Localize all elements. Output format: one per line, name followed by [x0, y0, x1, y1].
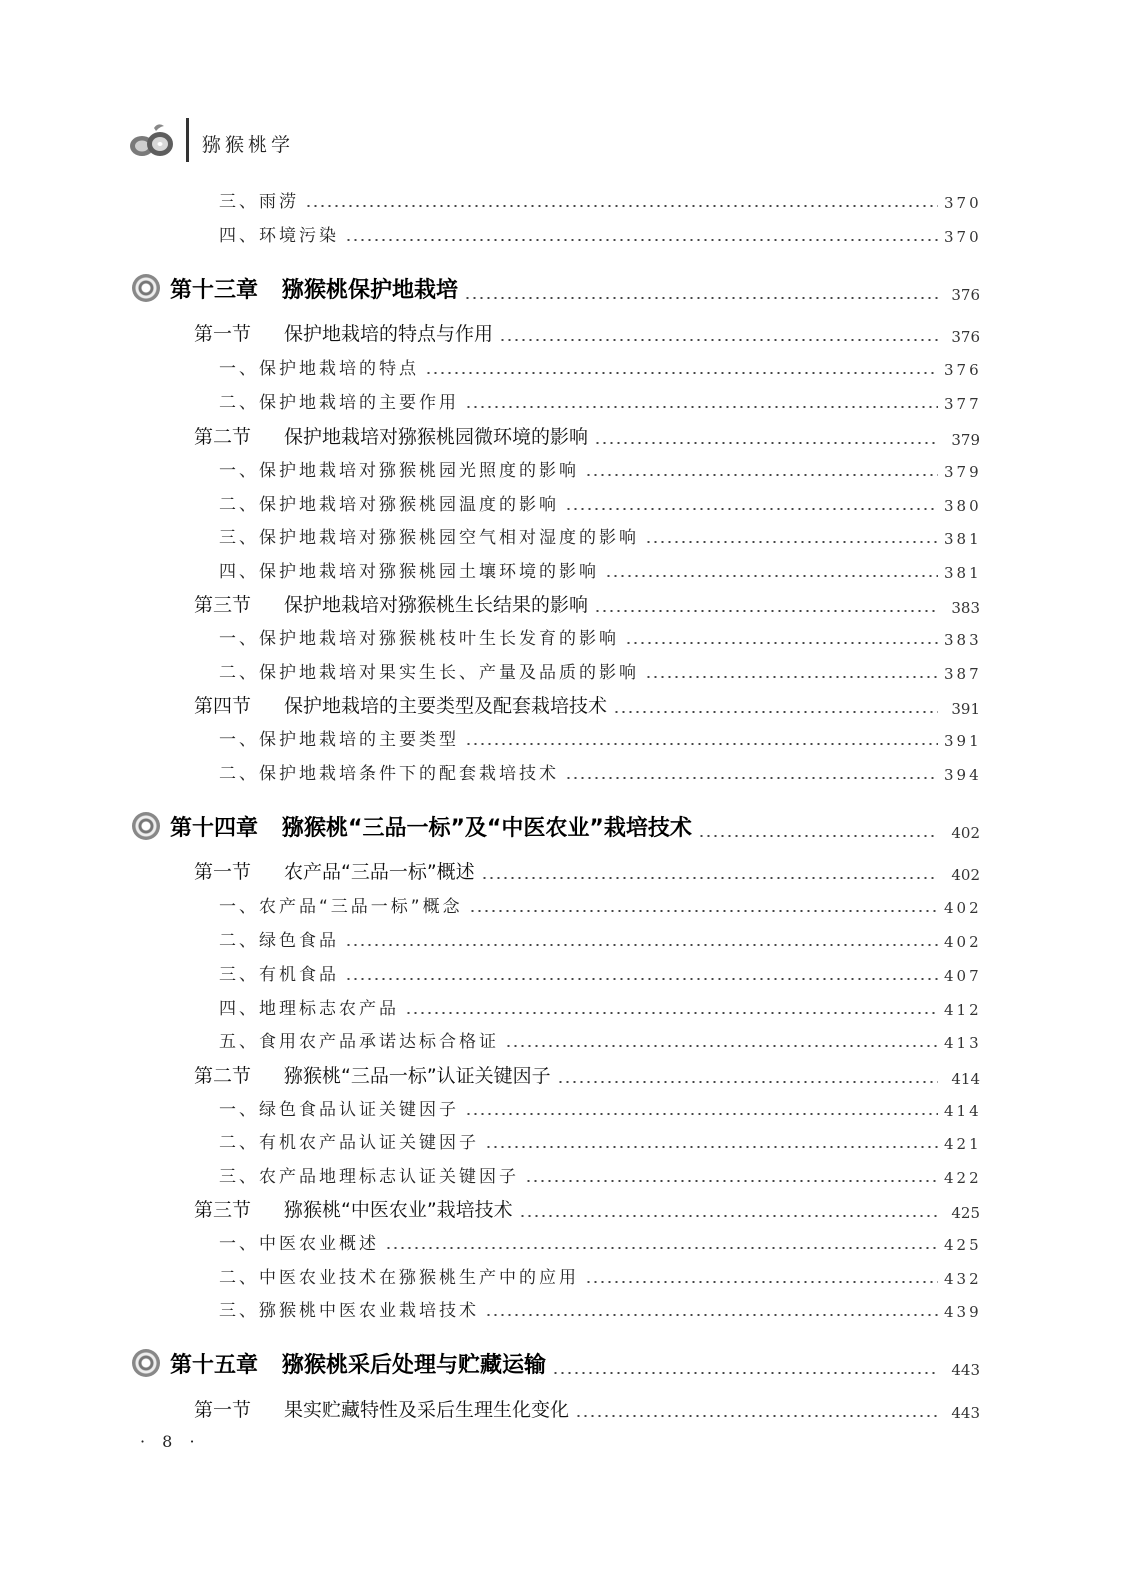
chapter-title: 猕猴桃保护地栽培: [282, 278, 459, 303]
dot-leader: [305, 205, 938, 207]
item-title: 二、绿色食品: [219, 931, 339, 951]
toc-item-row: [219, 1096, 980, 1120]
item-title: 二、有机农产品认证关键因子: [219, 1133, 479, 1153]
page-ref: 381: [944, 530, 982, 548]
toc-item-row: [219, 625, 980, 649]
page-ref: 414: [951, 1070, 980, 1088]
item-title: 二、中医农业技术在猕猴桃生产中的应用: [219, 1268, 579, 1288]
dot-leader: [465, 406, 938, 408]
dot-leader: [565, 777, 938, 779]
dot-leader: [464, 297, 938, 299]
section-title: 农产品“三品一标”概述: [284, 861, 475, 883]
page-ref: 402: [944, 899, 982, 917]
toc-section-row: [194, 858, 980, 884]
toc-item-row: [219, 760, 980, 784]
dot-leader: [345, 978, 938, 980]
page-ref: 412: [944, 1001, 982, 1019]
page-ref: 407: [944, 967, 982, 985]
toc-section-row: [194, 591, 980, 617]
dot-leader: [645, 541, 938, 543]
item-title: 二、保护地栽培条件下的配套栽培技术: [219, 764, 559, 784]
section-title: 保护地栽培的主要类型及配套栽培技术: [284, 695, 608, 717]
page-ref: 439: [944, 1303, 982, 1321]
page-ref: 379: [944, 463, 982, 481]
chapter-number: 第十三章: [170, 278, 259, 303]
toc-section-row: [194, 1396, 980, 1422]
item-title: 一、保护地栽培对猕猴桃枝叶生长发育的影响: [219, 629, 619, 649]
page-ref: 402: [944, 933, 982, 951]
item-title: 一、中医农业概述: [219, 1234, 379, 1254]
dot-leader: [519, 1215, 938, 1217]
dot-leader: [425, 372, 938, 374]
dot-leader: [485, 1314, 938, 1316]
dot-leader: [345, 944, 938, 946]
section-title: 猕猴桃“三品一标”认证关键因子: [284, 1065, 551, 1087]
item-title: 三、猕猴桃中医农业栽培技术: [219, 1301, 479, 1321]
chapter-number: 第十五章: [170, 1353, 259, 1378]
toc-item-row: [219, 1028, 980, 1052]
toc-item-row: [219, 1230, 980, 1254]
item-title: 二、保护地栽培对猕猴桃园温度的影响: [219, 495, 559, 515]
chapter-number: 第十四章: [170, 816, 259, 841]
dot-leader: [594, 610, 938, 612]
section-title: 保护地栽培对猕猴桃生长结果的影响: [284, 594, 589, 616]
page-ref: 443: [951, 1361, 980, 1379]
section-number: 第三节: [194, 594, 252, 616]
dot-leader: [605, 575, 938, 577]
toc-item-row: [219, 1264, 980, 1288]
page-ref: 394: [944, 766, 982, 784]
page-ref: 383: [944, 631, 982, 649]
toc-section-row: [194, 423, 980, 449]
dot-leader: [481, 877, 938, 879]
page-ref: 432: [944, 1270, 982, 1288]
dot-leader: [613, 711, 938, 713]
toc-item-row: [219, 491, 980, 515]
page-ref: 376: [951, 328, 980, 346]
chapter-title: 猕猴桃“三品一标”及“中医农业”栽培技术: [282, 816, 692, 841]
page-ref: 425: [944, 1236, 982, 1254]
page-ref: 391: [944, 732, 982, 750]
section-number: 第四节: [194, 695, 252, 717]
page-ref: 402: [951, 866, 980, 884]
dot-leader: [385, 1247, 938, 1249]
running-header: [128, 118, 628, 162]
chapter-badge-icon: [132, 274, 160, 302]
page-ref: 370: [944, 228, 982, 246]
section-title: 保护地栽培对猕猴桃园微环境的影响: [284, 426, 589, 448]
toc-item-row: [219, 726, 980, 750]
dot-leader: [405, 1012, 938, 1014]
toc-item-row: [219, 188, 980, 212]
page-number: · 8 ·: [140, 1432, 201, 1451]
dot-leader: [625, 642, 938, 644]
dot-leader: [585, 474, 938, 476]
page-ref: 391: [951, 700, 980, 718]
page-ref: 370: [944, 194, 982, 212]
section-number: 第一节: [194, 1399, 252, 1421]
section-title: 果实贮藏特性及采后生理生化变化: [284, 1399, 570, 1421]
kiwi-fruit-logo-icon: [128, 122, 176, 160]
page-ref: 380: [944, 497, 982, 515]
dot-leader: [469, 910, 938, 912]
item-title: 三、有机食品: [219, 965, 339, 985]
chapter-badge-icon: [132, 1349, 160, 1377]
dot-leader: [505, 1045, 938, 1047]
toc-item-row: [219, 995, 980, 1019]
toc-item-row: [219, 659, 980, 683]
toc-section-row: [194, 1196, 980, 1222]
dot-leader: [525, 1180, 938, 1182]
header-divider: [186, 118, 189, 162]
page-ref: 425: [951, 1204, 980, 1222]
toc-item-row: [219, 1129, 980, 1153]
item-title: 二、保护地栽培的主要作用: [219, 393, 459, 413]
section-number: 第一节: [194, 323, 252, 345]
item-title: 四、地理标志农产品: [219, 999, 399, 1019]
toc-section-row: [194, 1062, 980, 1088]
chapter-badge-icon: [132, 812, 160, 840]
dot-leader: [499, 339, 938, 341]
dot-leader: [465, 1113, 938, 1115]
page-ref: 414: [944, 1102, 982, 1120]
section-number: 第一节: [194, 861, 252, 883]
toc-item-row: [219, 457, 980, 481]
section-title: 保护地栽培的特点与作用: [284, 323, 494, 345]
item-title: 一、保护地栽培的特点: [219, 359, 419, 379]
section-number: 第三节: [194, 1199, 252, 1221]
item-title: 四、保护地栽培对猕猴桃园土壤环境的影响: [219, 562, 599, 582]
page-ref: 379: [951, 431, 980, 449]
dot-leader: [698, 835, 938, 837]
page-ref: 402: [951, 824, 980, 842]
item-title: 一、农产品“三品一标”概念: [219, 897, 463, 917]
toc-chapter-row: [132, 270, 980, 304]
item-title: 一、保护地栽培对猕猴桃园光照度的影响: [219, 461, 579, 481]
item-title: 四、环境污染: [219, 226, 339, 246]
toc-item-row: [219, 1163, 980, 1187]
dot-leader: [575, 1415, 938, 1417]
dot-leader: [557, 1081, 938, 1083]
item-title: 三、农产品地理标志认证关键因子: [219, 1167, 519, 1187]
page-ref: 381: [944, 564, 982, 582]
dot-leader: [565, 508, 938, 510]
toc-item-row: [219, 1297, 980, 1321]
toc-item-row: [219, 558, 980, 582]
dot-leader: [645, 676, 938, 678]
page-ref: 443: [951, 1404, 980, 1422]
item-title: 一、绿色食品认证关键因子: [219, 1100, 459, 1120]
toc-item-row: [219, 222, 980, 246]
page-ref: 377: [944, 395, 982, 413]
toc-item-row: [219, 927, 980, 951]
item-title: 三、雨涝: [219, 192, 299, 212]
dot-leader: [465, 743, 938, 745]
toc-chapter-row: [132, 808, 980, 842]
toc-item-row: [219, 524, 980, 548]
toc-section-row: [194, 692, 980, 718]
item-title: 五、食用农产品承诺达标合格证: [219, 1032, 499, 1052]
dot-leader: [485, 1146, 938, 1148]
item-title: 一、保护地栽培的主要类型: [219, 730, 459, 750]
toc-chapter-row: [132, 1345, 980, 1379]
page-ref: 421: [944, 1135, 982, 1153]
item-title: 三、保护地栽培对猕猴桃园空气相对湿度的影响: [219, 528, 639, 548]
toc-item-row: [219, 389, 980, 413]
toc-item-row: [219, 355, 980, 379]
page-ref: 413: [944, 1034, 982, 1052]
page-ref: 422: [944, 1169, 982, 1187]
page-ref: 376: [951, 286, 980, 304]
book-title: 猕猴桃学: [202, 134, 295, 156]
item-title: 二、保护地栽培对果实生长、产量及品质的影响: [219, 663, 639, 683]
toc-item-row: [219, 961, 980, 985]
page-ref: 376: [944, 361, 982, 379]
section-number: 第二节: [194, 1065, 252, 1087]
dot-leader: [345, 239, 938, 241]
dot-leader: [585, 1281, 938, 1283]
page-ref: 383: [951, 599, 980, 617]
page-ref: 387: [944, 665, 982, 683]
dot-leader: [594, 442, 938, 444]
chapter-title: 猕猴桃采后处理与贮藏运输: [282, 1353, 547, 1378]
toc-item-row: [219, 893, 980, 917]
section-number: 第二节: [194, 426, 252, 448]
section-title: 猕猴桃“中医农业”栽培技术: [284, 1199, 513, 1221]
toc-section-row: [194, 320, 980, 346]
dot-leader: [552, 1372, 938, 1374]
